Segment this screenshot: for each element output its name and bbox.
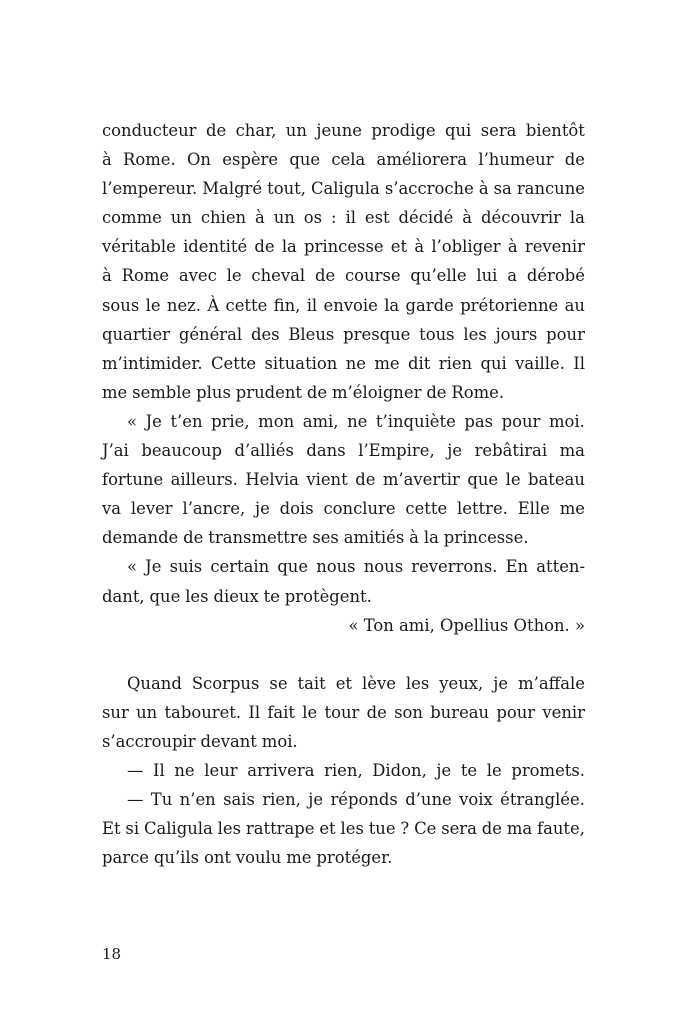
text-line: à Rome. On espère que cela améliorera l’humeur de	[102, 150, 585, 170]
text-line: J’ai beaucoup d’alliés dans l’Empire, je rebâtirai ma	[102, 441, 585, 461]
text-line: demande de transmettre ses amitiés à la princesse.	[102, 528, 529, 548]
text-line: quartier général des Bleus presque tous les jours pour	[102, 324, 585, 344]
text-line: m’intimider. Cette situation ne me dit rien qui vaille. Il	[102, 353, 585, 373]
text-line: dant, que les dieux te protègent.	[102, 586, 372, 606]
text-line: me semble plus prudent de m’éloigner de Rome.	[102, 382, 505, 402]
text-line: fortune ailleurs. Helvia vient de m’avertir que le bateau	[102, 470, 585, 490]
text-line: véritable identité de la princesse et à l’obliger à revenir	[102, 237, 585, 257]
text-line: sur un tabouret. Il fait le tour de son bureau pour venir	[102, 702, 585, 722]
text-line: parce qu’ils ont voulu me protéger.	[102, 848, 393, 868]
text-line: s’accroupir devant moi.	[102, 731, 298, 751]
text-line: Quand Scorpus se tait et lève les yeux, je m’affale	[127, 673, 585, 693]
text-line: comme un chien à un os : il est décidé à découvrir la	[102, 208, 585, 228]
text-line: Et si Caligula les rattrape et les tue ? Ce sera de ma faute,	[102, 819, 585, 839]
blank-line	[102, 640, 585, 669]
text-line: sous le nez. À cette fin, il envoie la garde prétorienne au	[102, 295, 585, 315]
text-line: — Tu n’en sais rien, je réponds d’une voix étranglée.	[127, 790, 585, 810]
text-line: à Rome avec le cheval de course qu’elle lui a dérobé	[102, 266, 585, 286]
text-line	[102, 611, 585, 640]
text-line: — Il ne leur arrivera rien, Didon, je te le promets.	[127, 761, 585, 781]
text-line: conducteur de char, un jeune prodige qui sera bientôt	[102, 121, 585, 140]
text-line: « Je suis certain que nous nous reverrons. En atten-	[127, 557, 585, 577]
page-number: 18	[102, 945, 122, 963]
text-line: l’empereur. Malgré tout, Caligula s’accroche à sa rancune	[102, 179, 585, 199]
page-body	[102, 116, 585, 872]
signature-line: « Ton ami, Opellius Othon. »	[348, 615, 585, 635]
text-line: « Je t’en prie, mon ami, ne t’inquiète pas pour moi.	[127, 411, 585, 431]
text-line: va lever l’ancre, je dois conclure cette lettre. Elle me	[102, 499, 585, 519]
